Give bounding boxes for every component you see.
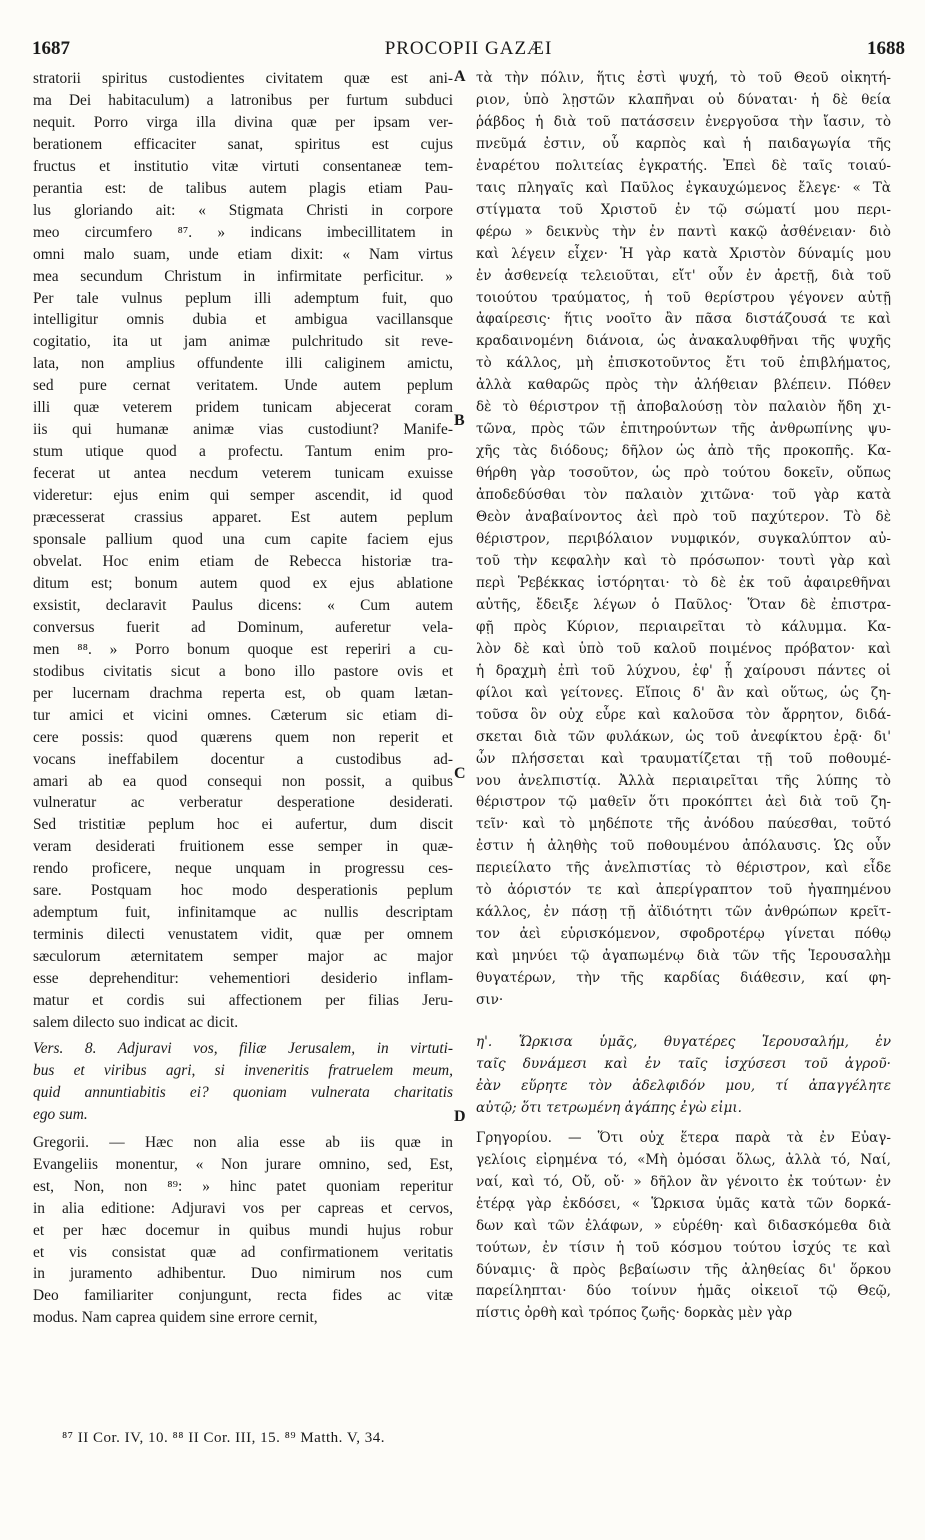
text-line: amari ab ea quod consequi non possit, a quibus bbox=[33, 772, 453, 790]
text-line: terminis dilecti venustatem vidit, quæ per omnem bbox=[33, 926, 453, 944]
text-line: νου ἀνελπιστίᾳ. Ἀλλὰ περιαιρεῖται τῆς λύπης τὸ bbox=[476, 772, 891, 789]
text-line: δὲ τὸ θέριστρον τῇ ἀποβαλούσῃ τὸν παλαιὸν ἤδη χι- bbox=[476, 399, 891, 416]
text-line: mea secundum Christum in infirmitate perficitur. » bbox=[33, 267, 453, 285]
text-line: perantia est: de talibus autem plagis etiam Pau- bbox=[33, 179, 453, 197]
text-line: στίγματα τοῦ Χριστοῦ ἐν τῷ σώματί μου περι- bbox=[476, 201, 891, 218]
text-line: in alia editione: Adjuravi vos per capreas et cervos, bbox=[33, 1199, 453, 1217]
text-line: stum utique quod a profectu. Tantum enim pro- bbox=[33, 443, 453, 461]
text-line: καὶ λέγειν εἶχεν· Ἡ γὰρ κατὰ Χριστὸν δύναμίς μου bbox=[476, 245, 891, 262]
text-line: τὸ κάλλος, μὴ ἐπισκοτοῦντος ἔτι τοῦ ἐπιβλήματος, bbox=[476, 355, 891, 372]
text-line: et vis consistat quæ ad confirmationem veritatis bbox=[33, 1243, 453, 1261]
page-number-left: 1687 bbox=[32, 38, 70, 59]
text-line: fructus et institutio vitæ virtuti consentaneæ tem- bbox=[33, 157, 453, 175]
footnotes: ⁸⁷ II Cor. IV, 10. ⁸⁸ II Cor. III, 15. ⁸⁹ Matth. V, 34. bbox=[62, 1430, 386, 1446]
text-line: λὸν δὲ καὶ ὑπὸ τοῦ καλοῦ ποιμένος πρόβατον· καὶ bbox=[476, 640, 891, 657]
text-line: τούτων, ἐν τίσιν ἡ τοῦ κόσμου τούτου ἰσχύς τε καὶ bbox=[476, 1239, 891, 1256]
text-line: sed pure cernat veritatem. Unde autem peplum bbox=[33, 377, 453, 395]
text-line: bus et viribus agri, si inveneritis fratruelem meum, bbox=[33, 1061, 453, 1079]
text-line: in juramento adhibentur. Duo nimirum nos cum bbox=[33, 1265, 453, 1283]
text-line: κραδαινομένη διάνοια, ὡς ἀνακαλυφθῆναι τῆς ψυχῆς bbox=[476, 333, 891, 350]
text-line: περὶ Ῥεβέκκας ἱστόρηται· τὸ δὲ ἐκ τοῦ ἀφαιρεθῆναι bbox=[476, 574, 891, 591]
text-line: sponsale pallium quod una cum capite faciem ejus bbox=[33, 531, 453, 549]
text-line: obvelat. Hoc enim etiam de Rebecca historiæ tra- bbox=[33, 552, 453, 570]
text-line: θέριστρον, περιβόλαιον νυμφικόν, συγκαλύπτον αὐ- bbox=[476, 531, 891, 548]
text-line: videretur: ejus enim qui semper ascendit, id quod bbox=[33, 487, 453, 505]
text-line: berationem efficaciter sanat, spiritus est cujus bbox=[33, 135, 453, 153]
text-line: ὧν πλήσσεται καὶ τραυματίζεται τῇ τοῦ ποθουμέ- bbox=[476, 750, 891, 767]
text-line: Γρηγορίου. — Ὅτι οὐχ ἕτερα παρὰ τὰ ἐν Εὐαγ- bbox=[476, 1129, 891, 1146]
text-line: quid annuntiabitis ei? quoniam vulnerata charitatis bbox=[33, 1083, 453, 1101]
text-line: τὸ ἀόριστόν τε καὶ ἀπερίγραπτον τοῦ ἠγαπημένου bbox=[476, 882, 891, 899]
text-line: conversus fuerit ad Dominum, auferetur vela- bbox=[33, 618, 453, 636]
text-line: cere possis: quod quærens quem non reperit et bbox=[33, 728, 453, 746]
text-line: Deo familiariter conjungunt, recta fides ac vitæ bbox=[33, 1287, 453, 1305]
text-line: exsistit, declaravit Paulus dicens: « Cum autem bbox=[33, 596, 453, 614]
text-line: ριον, ὑπὸ λῃστῶν κλαπῆναι οὐ δύναται· ἡ δὲ θεία bbox=[476, 91, 891, 108]
text-line: ἐν ἀσθενείᾳ τελειοῦται, εἴτ' οὖν ἐν ἀρετῇ, διὰ τοῦ bbox=[476, 267, 891, 284]
text-line: Per tale vulnus peplum illi ademptum fuit, quo bbox=[33, 289, 453, 307]
text-line: et per hæc docemur in quibus mundi hujus robur bbox=[33, 1221, 453, 1239]
text-line: ego sum. bbox=[33, 1105, 88, 1123]
greek-paragraph-2 bbox=[476, 1032, 891, 1120]
text-line: stodibus civitatis sicut a bono illo pastore ovis et bbox=[33, 662, 453, 680]
page-number-right: 1688 bbox=[867, 38, 905, 59]
page-header bbox=[32, 38, 905, 64]
text-line: cogitatio, ita ut jam animæ pulchritudo sit reve- bbox=[33, 333, 453, 351]
text-line: Gregorii. — Hæc non alia esse ab iis quæ in bbox=[33, 1133, 453, 1151]
text-line: ταις πληγαῖς καὶ Παῦλος ἐγκαυχώμενος ἔλεγε· « Τὰ bbox=[476, 179, 891, 196]
text-line: πνεῦμά ἐστιν, οὗ καρπὸς καὶ ἡ παιδαγωγία τῆς bbox=[476, 135, 891, 152]
greek-paragraph-1 bbox=[476, 68, 891, 1012]
greek-paragraph-3 bbox=[476, 1128, 891, 1326]
text-line: ἡ δραχμὴ ἐπὶ τοῦ λύχνου, ἐφ' ᾗ χαίρουσι πάντες οἱ bbox=[476, 662, 891, 679]
text-line: ἀλλὰ καθαρῶς πρὸς τὴν ἀλήθειαν βλέπειν. Πόθεν bbox=[476, 377, 891, 394]
text-line: esse deprehenditur: vehementiori desiderio inflam- bbox=[33, 970, 453, 988]
latin-paragraph-1 bbox=[33, 68, 453, 1034]
text-line: δύναμις· ἃ πρὸς βεβαίωσιν τῆς ἀληθείας δι' ὅρκου bbox=[476, 1261, 891, 1278]
text-line: φίλοι καὶ γείτονες. Εἴποις δ' ἂν καὶ οὕτως, ὡς ζη- bbox=[476, 684, 891, 701]
text-line: vulneratur ac verberatur desperatione desiderati. bbox=[33, 794, 453, 812]
text-line: ἑτέρᾳ γὰρ ἐκδόσει, « Ὥρκισα ὑμᾶς κατὰ τῶν δορκά- bbox=[476, 1195, 891, 1212]
text-line: rendo proficere, neque unquam in progressu ces- bbox=[33, 860, 453, 878]
text-line: δων καὶ τῶν ἐλάφων, » εὑρέθη· καὶ διδασκόμεθα διὰ bbox=[476, 1217, 891, 1234]
text-line: veram desiderati fruitionem esse semper in quæ- bbox=[33, 838, 453, 856]
text-line: τον ἀεὶ εὑρισκόμενον, σφοδροτέρῳ γίνεται πόθῳ bbox=[476, 926, 891, 943]
text-line: τῶνα, πρὸς τῶν ἐπιτηρούντων τῆς ἀνθρωπίνης ψυ- bbox=[476, 421, 891, 438]
text-line: nequit. Porro virga illa divina quæ per ipsam ver- bbox=[33, 113, 453, 131]
text-line: intelligitur omnis dubia et ambigua vacillansque bbox=[33, 311, 453, 329]
section-marker-b: B bbox=[454, 412, 465, 429]
latin-column bbox=[33, 68, 453, 1329]
text-line: τοῦσα ὃν οὐχ εὗρε καὶ καλοῦσα τὸν ἄρρητον, διδά- bbox=[476, 706, 891, 723]
text-line: ditum est; bonum autem quod ex ejus ablatione bbox=[33, 574, 453, 592]
text-line: αὐτῷ; ὅτι τετρωμένη ἀγάπης ἐγὼ εἰμι. bbox=[476, 1099, 743, 1116]
text-line: θέριστρον τῷ μαθεῖν ὅτι προκόπτει ἀεὶ διὰ τοῦ ζη- bbox=[476, 794, 891, 811]
text-line: παρείληπται· δύο τοίνυν ἡμᾶς οἰκειοῖ τῷ Θεῷ, bbox=[476, 1283, 891, 1300]
text-line: fecerat ut antea necdum veterem tunicam exuisse bbox=[33, 465, 453, 483]
text-line: modus. Nam caprea quidem sine errore cernit, bbox=[33, 1309, 318, 1327]
section-marker-d: D bbox=[454, 1108, 466, 1125]
text-line: ἐναρέτου πολιτείας ἐγκρατής. Ἐπεὶ δὲ ταῖς τοιαύ- bbox=[476, 157, 891, 174]
text-line: τοιούτου τραύματος, ἡ τοῦ θερίστρου γέγονεν αὐτῇ bbox=[476, 289, 891, 306]
text-line: ἐὰν εὕρητε τὸν ἀδελφιδόν μου, τί ἀπαγγέλητε bbox=[476, 1077, 891, 1094]
text-line: χῆς τὰς διόδους; δῆλον ὡς ἀπὸ τῆς προκοπῆς. Κα- bbox=[476, 443, 891, 460]
text-line: ναί, καὶ τό, Οὔ, οὔ· » δῆλον ἂν γένοιτο ἐκ τούτων· ἐν bbox=[476, 1173, 891, 1190]
text-line: ἀφαίρεσις· ἥτις νοοῖτο ἂν πᾶσα διστάζουσά τε καὶ bbox=[476, 311, 891, 328]
text-line: σιν· bbox=[476, 992, 504, 1009]
text-line: stratorii spiritus custodientes civitatem quæ est ani- bbox=[33, 70, 453, 87]
text-line: sare. Postquam hoc modo desperationis peplum bbox=[33, 882, 453, 900]
latin-paragraph-3 bbox=[33, 1132, 453, 1330]
text-line: φέρω » δεικνὺς τὴν ἐν παντὶ κακῷ ἀσθένειαν· διὸ bbox=[476, 223, 891, 240]
text-line: θυγατέρων, τὴν τῆς καρδίας διάθεσιν, καί φη- bbox=[476, 970, 891, 987]
text-line: Vers. 8. Adjuravi vos, filiæ Jerusalem, in virtuti- bbox=[33, 1039, 453, 1057]
text-line: γελίοις εἰρημένα τό, «Μὴ ὀμόσαι ὅλως, ἀλλὰ τό, Ναί, bbox=[476, 1151, 891, 1168]
section-marker-a: A bbox=[454, 68, 466, 85]
text-line: matur et cordis sui affectionem per filias Jeru- bbox=[33, 992, 453, 1010]
latin-paragraph-2 bbox=[33, 1038, 453, 1126]
text-line: σκεται διὰ τῶν φυλάκων, ὡς τοῦ ἀνεφίκτου ἐρᾷ· δι' bbox=[476, 728, 891, 745]
text-line: illi quæ veterem pridem tunicam abjecerat coram bbox=[33, 399, 453, 417]
text-line: Evangeliis monentur, « Non jurare omnino, sed, Est, bbox=[33, 1155, 453, 1173]
text-line: est, Non, non ⁸⁹: » hinc patet quoniam reperitur bbox=[33, 1177, 453, 1195]
text-line: ταῖς δυνάμεσι καὶ ἐν ταῖς ἰσχύσεσι τοῦ ἀγροῦ· bbox=[476, 1055, 891, 1072]
text-line: per lucernam drachma reperta est, ob quam lætan- bbox=[33, 684, 453, 702]
text-line: salem dilecto suo indicat ac dicit. bbox=[33, 1013, 239, 1031]
text-line: ma Dei habitaculum) a latronibus per furtum subduci bbox=[33, 91, 453, 109]
text-line: ἐστιν ἡ ἀληθὴς τοῦ ποθουμένου ἀπόλαυσις. Ὡς οὖν bbox=[476, 838, 891, 855]
text-line: ἀποδεδύσθαι τὸν παλαιὸν χιτῶνα· τοῦ γὰρ κατὰ bbox=[476, 487, 891, 504]
text-line: καὶ μηνύει τῷ ἀγαπωμένῳ διὰ τῶν τῆς Ἱερουσαλὴμ bbox=[476, 948, 891, 965]
text-line: omni malo suam, unde etiam dixit: « Nam virtus bbox=[33, 245, 453, 263]
text-line: αὐτῆς, ἔδειξε λέγων ὁ Παῦλος· Ὅταν δὲ ἐπιστρα- bbox=[476, 596, 891, 613]
text-line: sæculorum æternitatem semper major ac major bbox=[33, 948, 453, 966]
text-line: præcesserat crassius apparet. Est autem peplum bbox=[33, 509, 453, 527]
text-line: Θεὸν ἀναβαίνοντος ἀεὶ πρὸ τοῦ παχύτερον. Τὸ δὲ bbox=[476, 509, 891, 526]
text-line: η'. Ὥρκισα ὑμᾶς, θυγατέρες Ἱερουσαλήμ, ἐν bbox=[476, 1033, 891, 1050]
text-line: κάλλος, ἐν πάσῃ τῇ ἀϊδιότητι τῶν ἀνθρώπων κρεῖτ- bbox=[476, 904, 891, 921]
text-line: τοῦ τὴν κεφαλὴν καὶ τὸ πρόσωπον· τουτὶ γὰρ καὶ bbox=[476, 552, 891, 569]
text-line: θήρθη γὰρ τοσοῦτον, ὡς πρὸ τούτου δοκεῖν, οὔπως bbox=[476, 465, 891, 482]
text-line: τεῖν· καὶ τὸ μηδέποτε τῆς ἀνόδου παύεσθαι, τοῦτό bbox=[476, 816, 891, 833]
running-title: PROCOPII GAZÆI bbox=[384, 38, 553, 59]
text-line: lus gloriando ait: « Stigmata Christi in corpore bbox=[33, 201, 453, 219]
text-line: iis qui humanæ animæ vias custodiunt? Manife- bbox=[33, 421, 453, 439]
text-line: Sed tristitiæ peplum hoc ei aufertur, dum discit bbox=[33, 816, 453, 834]
text-line: vocans ineffabilem docentur a custodibus ad- bbox=[33, 750, 453, 768]
text-line: meo circumfero ⁸⁷. » indicans imbecillitatem in bbox=[33, 223, 453, 241]
text-line: ademptum fuit, infinitamque ac nullis descriptam bbox=[33, 904, 453, 922]
section-marker-c: C bbox=[454, 765, 466, 782]
text-line: ῥάβδος ἡ διὰ τοῦ πατάσσειν ἐνεργοῦσα τὴν ἴασιν, τὸ bbox=[476, 113, 891, 130]
text-line: πίστις ὀρθὴ καὶ τρόπος ζωῆς· δορκὰς μὲν γὰρ bbox=[476, 1305, 793, 1322]
text-line: τὰ τὴν πόλιν, ἥτις ἐστὶ ψυχή, τὸ τοῦ Θεοῦ οἰκητή- bbox=[476, 70, 891, 86]
text-line: φῇ πρὸς Κύριον, περιαιρεῖται τὸ κάλυμμα. Κα- bbox=[476, 618, 891, 635]
text-line: men ⁸⁸. » Porro bonum quoque est reperiri a cu- bbox=[33, 640, 453, 658]
text-line: lata, non amplius offundente illi caliginem amictu, bbox=[33, 355, 453, 373]
text-line: περιείλατο τῆς ἀνελπιστίας τὸ θέριστρον, καὶ εἶδε bbox=[476, 860, 891, 877]
greek-column bbox=[476, 68, 891, 1325]
text-line: tur amici et vicini omnes. Cæterum sic etiam di- bbox=[33, 706, 453, 724]
